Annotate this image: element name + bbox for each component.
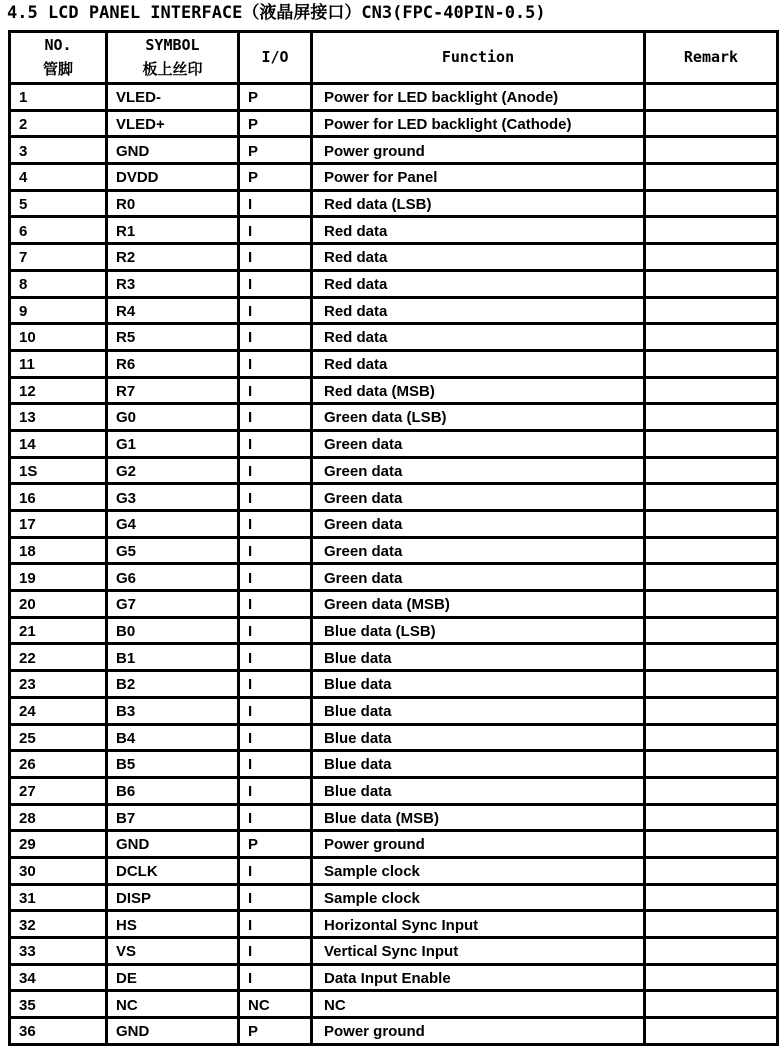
cell-symbol: G2: [107, 457, 239, 484]
cell-function: Red data (MSB): [312, 377, 645, 404]
cell-symbol: NC: [107, 991, 239, 1018]
cell-no: 16: [10, 484, 107, 511]
cell-remark: [645, 911, 778, 938]
cell-no: 12: [10, 377, 107, 404]
table-row: [10, 244, 778, 271]
cell-io: P: [239, 84, 312, 111]
cell-function: Blue data: [312, 644, 645, 671]
cell-io: NC: [239, 991, 312, 1018]
cell-no: 31: [10, 884, 107, 911]
cell-function: Red data: [312, 217, 645, 244]
cell-symbol: G0: [107, 404, 239, 431]
cell-no: 26: [10, 751, 107, 778]
header-symbol-line2: 板上丝印: [142, 59, 203, 78]
cell-function: Red data (LSB): [312, 190, 645, 217]
cell-symbol: G7: [107, 591, 239, 618]
cell-no: 4: [10, 164, 107, 191]
header-no-line1: NO.: [44, 36, 72, 55]
cell-no: 3: [10, 137, 107, 164]
cell-remark: [645, 644, 778, 671]
cell-io: I: [239, 671, 312, 698]
cell-function: Blue data (LSB): [312, 617, 645, 644]
cell-io: I: [239, 377, 312, 404]
cell-function: Red data: [312, 270, 645, 297]
cell-remark: [645, 964, 778, 991]
cell-symbol: R4: [107, 297, 239, 324]
table-row: [10, 804, 778, 831]
cell-function: Green data: [312, 537, 645, 564]
cell-no: 20: [10, 591, 107, 618]
header-io: I/O: [239, 32, 312, 84]
cell-io: I: [239, 777, 312, 804]
cell-symbol: DISP: [107, 884, 239, 911]
cell-io: I: [239, 484, 312, 511]
cell-io: I: [239, 297, 312, 324]
cell-io: I: [239, 217, 312, 244]
cell-function: Power for LED backlight (Cathode): [312, 110, 645, 137]
cell-remark: [645, 350, 778, 377]
cell-function: Blue data: [312, 724, 645, 751]
cell-io: I: [239, 724, 312, 751]
header-symbol-line1: SYMBOL: [145, 36, 200, 55]
cell-remark: [645, 591, 778, 618]
cell-no: 8: [10, 270, 107, 297]
cell-remark: [645, 190, 778, 217]
cell-no: 23: [10, 671, 107, 698]
table-row: [10, 164, 778, 191]
table-row: [10, 137, 778, 164]
cell-remark: [645, 617, 778, 644]
cell-symbol: VLED-: [107, 84, 239, 111]
table-row: [10, 564, 778, 591]
cell-remark: [645, 377, 778, 404]
cell-function: Sample clock: [312, 857, 645, 884]
cell-io: I: [239, 537, 312, 564]
cell-no: 13: [10, 404, 107, 431]
cell-no: 7: [10, 244, 107, 271]
cell-io: I: [239, 964, 312, 991]
header-row: [10, 32, 778, 84]
cell-function: Blue data: [312, 751, 645, 778]
cell-remark: [645, 430, 778, 457]
cell-no: 17: [10, 511, 107, 538]
header-function: Function: [312, 32, 645, 84]
cell-symbol: G3: [107, 484, 239, 511]
header-no: [10, 32, 107, 84]
cell-no: 27: [10, 777, 107, 804]
cell-symbol: R6: [107, 350, 239, 377]
cell-symbol: R0: [107, 190, 239, 217]
table-row: [10, 777, 778, 804]
cell-remark: [645, 991, 778, 1018]
cell-io: I: [239, 190, 312, 217]
cell-symbol: G6: [107, 564, 239, 591]
cell-no: 1: [10, 84, 107, 111]
cell-no: 18: [10, 537, 107, 564]
cell-remark: [645, 697, 778, 724]
table-row: [10, 270, 778, 297]
table-row: [10, 430, 778, 457]
cell-symbol: R3: [107, 270, 239, 297]
table-row: [10, 537, 778, 564]
cell-function: Green data: [312, 457, 645, 484]
table-row: [10, 697, 778, 724]
cell-remark: [645, 537, 778, 564]
cell-function: Blue data: [312, 671, 645, 698]
cell-function: Green data: [312, 511, 645, 538]
cell-remark: [645, 297, 778, 324]
table-row: [10, 484, 778, 511]
cell-function: Green data: [312, 564, 645, 591]
cell-no: 35: [10, 991, 107, 1018]
cell-symbol: DE: [107, 964, 239, 991]
cell-function: Red data: [312, 324, 645, 351]
cell-io: I: [239, 324, 312, 351]
cell-no: 9: [10, 297, 107, 324]
cell-function: Red data: [312, 244, 645, 271]
cell-no: 14: [10, 430, 107, 457]
table-row: [10, 964, 778, 991]
cell-io: P: [239, 137, 312, 164]
table-row: [10, 857, 778, 884]
cell-symbol: B4: [107, 724, 239, 751]
cell-no: 1S: [10, 457, 107, 484]
cell-no: 22: [10, 644, 107, 671]
cell-function: Vertical Sync Input: [312, 938, 645, 965]
cell-function: Horizontal Sync Input: [312, 911, 645, 938]
cell-function: Red data: [312, 350, 645, 377]
table-row: [10, 724, 778, 751]
cell-no: 25: [10, 724, 107, 751]
table-row: [10, 617, 778, 644]
cell-io: I: [239, 857, 312, 884]
table-row: [10, 324, 778, 351]
cell-symbol: B6: [107, 777, 239, 804]
cell-function: Data Input Enable: [312, 964, 645, 991]
cell-symbol: DVDD: [107, 164, 239, 191]
cell-remark: [645, 671, 778, 698]
cell-function: Power for LED backlight (Anode): [312, 84, 645, 111]
cell-no: 24: [10, 697, 107, 724]
cell-function: Power ground: [312, 137, 645, 164]
cell-remark: [645, 270, 778, 297]
cell-io: I: [239, 457, 312, 484]
cell-remark: [645, 884, 778, 911]
cell-symbol: GND: [107, 1018, 239, 1045]
cell-io: I: [239, 270, 312, 297]
cell-symbol: R2: [107, 244, 239, 271]
cell-function: NC: [312, 991, 645, 1018]
cell-remark: [645, 938, 778, 965]
table-row: [10, 644, 778, 671]
cell-io: I: [239, 430, 312, 457]
pin-table-body: [10, 84, 778, 1045]
cell-no: 5: [10, 190, 107, 217]
cell-symbol: G1: [107, 430, 239, 457]
cell-remark: [645, 164, 778, 191]
table-row: [10, 884, 778, 911]
cell-no: 30: [10, 857, 107, 884]
cell-no: 28: [10, 804, 107, 831]
cell-symbol: VS: [107, 938, 239, 965]
table-row: [10, 110, 778, 137]
cell-no: 2: [10, 110, 107, 137]
cell-remark: [645, 217, 778, 244]
cell-symbol: GND: [107, 137, 239, 164]
cell-no: 36: [10, 1018, 107, 1045]
cell-remark: [645, 564, 778, 591]
cell-remark: [645, 777, 778, 804]
cell-symbol: R7: [107, 377, 239, 404]
cell-function: Blue data: [312, 777, 645, 804]
cell-symbol: R5: [107, 324, 239, 351]
table-row: [10, 1018, 778, 1045]
cell-remark: [645, 404, 778, 431]
cell-symbol: B7: [107, 804, 239, 831]
cell-io: I: [239, 617, 312, 644]
table-row: [10, 377, 778, 404]
cell-symbol: G4: [107, 511, 239, 538]
cell-symbol: B3: [107, 697, 239, 724]
cell-no: 6: [10, 217, 107, 244]
cell-no: 33: [10, 938, 107, 965]
header-symbol: [107, 32, 239, 84]
cell-remark: [645, 457, 778, 484]
cell-remark: [645, 84, 778, 111]
table-row: [10, 991, 778, 1018]
table-row: [10, 457, 778, 484]
cell-symbol: VLED+: [107, 110, 239, 137]
cell-function: Green data: [312, 430, 645, 457]
cell-symbol: DCLK: [107, 857, 239, 884]
cell-function: Power ground: [312, 1018, 645, 1045]
table-header: [10, 32, 778, 84]
cell-io: I: [239, 591, 312, 618]
cell-io: I: [239, 938, 312, 965]
table-row: [10, 297, 778, 324]
cell-no: 19: [10, 564, 107, 591]
cell-no: 11: [10, 350, 107, 377]
cell-function: Red data: [312, 297, 645, 324]
cell-function: Blue data: [312, 697, 645, 724]
cell-function: Green data (LSB): [312, 404, 645, 431]
cell-symbol: B2: [107, 671, 239, 698]
table-row: [10, 84, 778, 111]
table-row: [10, 911, 778, 938]
header-no-line2: 管脚: [42, 59, 73, 78]
table-row: [10, 190, 778, 217]
table-row: [10, 217, 778, 244]
cell-symbol: R1: [107, 217, 239, 244]
cell-no: 10: [10, 324, 107, 351]
cell-io: I: [239, 350, 312, 377]
cell-remark: [645, 857, 778, 884]
cell-io: I: [239, 644, 312, 671]
cell-io: I: [239, 511, 312, 538]
table-row: [10, 831, 778, 858]
cell-remark: [645, 110, 778, 137]
cell-remark: [645, 324, 778, 351]
cell-remark: [645, 831, 778, 858]
cell-io: P: [239, 164, 312, 191]
pin-interface-table: [8, 30, 779, 1046]
cell-no: 29: [10, 831, 107, 858]
cell-io: P: [239, 1018, 312, 1045]
cell-no: 34: [10, 964, 107, 991]
cell-symbol: G5: [107, 537, 239, 564]
cell-io: I: [239, 244, 312, 271]
cell-io: I: [239, 884, 312, 911]
table-row: [10, 404, 778, 431]
cell-function: Blue data (MSB): [312, 804, 645, 831]
cell-no: 32: [10, 911, 107, 938]
cell-no: 21: [10, 617, 107, 644]
cell-remark: [645, 137, 778, 164]
cell-function: Green data: [312, 484, 645, 511]
cell-symbol: B5: [107, 751, 239, 778]
cell-remark: [645, 724, 778, 751]
cell-symbol: GND: [107, 831, 239, 858]
cell-symbol: HS: [107, 911, 239, 938]
cell-remark: [645, 1018, 778, 1045]
cell-io: I: [239, 911, 312, 938]
cell-remark: [645, 484, 778, 511]
cell-remark: [645, 804, 778, 831]
cell-io: I: [239, 751, 312, 778]
cell-io: I: [239, 804, 312, 831]
cell-io: P: [239, 110, 312, 137]
cell-io: I: [239, 697, 312, 724]
cell-remark: [645, 244, 778, 271]
cell-function: Power for Panel: [312, 164, 645, 191]
header-remark: Remark: [645, 32, 778, 84]
table-row: [10, 938, 778, 965]
cell-function: Sample clock: [312, 884, 645, 911]
table-row: [10, 591, 778, 618]
cell-function: Power ground: [312, 831, 645, 858]
cell-io: I: [239, 564, 312, 591]
cell-function: Green data (MSB): [312, 591, 645, 618]
section-title: 4.5 LCD PANEL INTERFACE（液晶屏接口）CN3(FPC-40PIN-0.5): [7, 3, 546, 23]
cell-io: P: [239, 831, 312, 858]
cell-remark: [645, 511, 778, 538]
cell-symbol: B0: [107, 617, 239, 644]
cell-io: I: [239, 404, 312, 431]
table-row: [10, 671, 778, 698]
table-row: [10, 511, 778, 538]
table-row: [10, 350, 778, 377]
cell-remark: [645, 751, 778, 778]
table-row: [10, 751, 778, 778]
cell-symbol: B1: [107, 644, 239, 671]
